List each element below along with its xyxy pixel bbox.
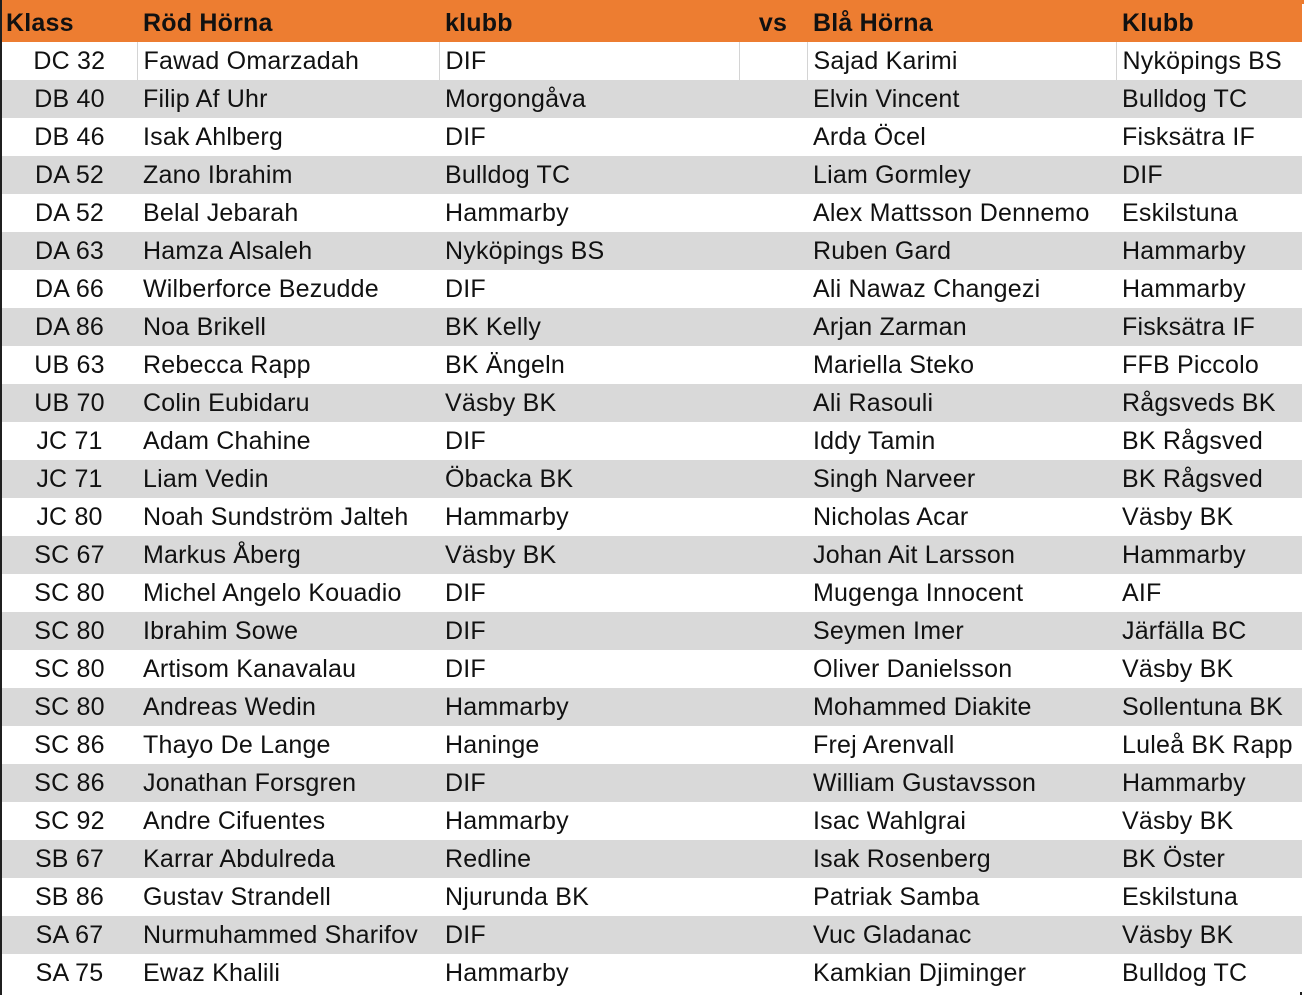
cell-blue-club[interactable]: Nyköpings BS <box>1116 42 1302 80</box>
cell-vs[interactable] <box>739 764 807 802</box>
cell-blue-club[interactable]: DIF <box>1116 156 1302 194</box>
cell-red-fighter[interactable]: Liam Vedin <box>137 460 439 498</box>
cell-red-fighter[interactable]: Isak Ahlberg <box>137 118 439 156</box>
cell-vs[interactable] <box>739 536 807 574</box>
cell-blue-club[interactable]: BK Rågsved <box>1116 460 1302 498</box>
cell-vs[interactable] <box>739 118 807 156</box>
cell-red-club[interactable]: Njurunda BK <box>439 878 739 916</box>
cell-blue-fighter[interactable]: Mohammed Diakite <box>807 688 1116 726</box>
table-row <box>2 308 1302 346</box>
cell-vs[interactable] <box>739 460 807 498</box>
cell-vs[interactable] <box>739 954 807 992</box>
cell-red-club[interactable]: DIF <box>439 118 739 156</box>
cell-blue-fighter[interactable]: Frej Arenvall <box>807 726 1116 764</box>
header-klubb-blue[interactable]: Klubb <box>1116 4 1302 42</box>
table-row <box>2 270 1302 308</box>
table-row <box>2 954 1302 992</box>
cell-vs[interactable] <box>739 422 807 460</box>
cell-klass[interactable]: DA 52 <box>2 194 137 232</box>
cell-red-fighter[interactable]: Colin Eubidaru <box>137 384 439 422</box>
cell-red-club[interactable]: Hammarby <box>439 688 739 726</box>
cell-blue-fighter[interactable]: Ruben Gard <box>807 232 1116 270</box>
cell-klass[interactable]: SC 80 <box>2 650 137 688</box>
cell-blue-club[interactable]: BK Öster <box>1116 840 1302 878</box>
table-row <box>2 802 1302 840</box>
cell-red-club[interactable]: Hammarby <box>439 498 739 536</box>
cell-blue-fighter[interactable]: Alex Mattsson Dennemo <box>807 194 1116 232</box>
cell-klass[interactable]: DA 63 <box>2 232 137 270</box>
cell-blue-club[interactable]: Väsby BK <box>1116 650 1302 688</box>
cell-blue-club[interactable]: Hammarby <box>1116 764 1302 802</box>
cell-blue-fighter[interactable]: Iddy Tamin <box>807 422 1116 460</box>
cell-blue-fighter[interactable]: Ali Rasouli <box>807 384 1116 422</box>
table-row <box>2 536 1302 574</box>
cell-vs[interactable] <box>739 688 807 726</box>
table-row <box>2 194 1302 232</box>
cell-klass[interactable]: UB 63 <box>2 346 137 384</box>
cell-blue-club[interactable]: Väsby BK <box>1116 916 1302 954</box>
cell-vs[interactable] <box>739 384 807 422</box>
cell-red-club[interactable]: DIF <box>439 764 739 802</box>
table-row <box>2 80 1302 118</box>
cell-klass[interactable]: SC 92 <box>2 802 137 840</box>
cell-blue-club[interactable]: Hammarby <box>1116 270 1302 308</box>
cell-vs[interactable] <box>739 840 807 878</box>
cell-vs[interactable] <box>739 878 807 916</box>
cell-vs[interactable] <box>739 80 807 118</box>
table-row <box>2 232 1302 270</box>
cell-red-fighter[interactable]: Jonathan Forsgren <box>137 764 439 802</box>
cell-blue-club[interactable]: Bulldog TC <box>1116 80 1302 118</box>
table-row <box>2 42 1302 80</box>
cell-vs[interactable] <box>739 726 807 764</box>
table-row <box>2 498 1302 536</box>
cell-vs[interactable] <box>739 308 807 346</box>
cell-red-club[interactable]: DIF <box>439 574 739 612</box>
cell-blue-fighter[interactable]: Sajad Karimi <box>807 42 1116 80</box>
cell-blue-club[interactable]: Eskilstuna <box>1116 194 1302 232</box>
cell-red-fighter[interactable]: Andreas Wedin <box>137 688 439 726</box>
cell-vs[interactable] <box>739 650 807 688</box>
cell-blue-fighter[interactable]: Isac Wahlgrai <box>807 802 1116 840</box>
cell-vs[interactable] <box>739 232 807 270</box>
cell-blue-club[interactable]: Sollentuna BK <box>1116 688 1302 726</box>
cell-red-fighter[interactable]: Wilberforce Bezudde <box>137 270 439 308</box>
cell-blue-fighter[interactable]: Arjan Zarman <box>807 308 1116 346</box>
table-row <box>2 460 1302 498</box>
cell-klass[interactable]: SB 67 <box>2 840 137 878</box>
cell-red-fighter[interactable]: Noa Brikell <box>137 308 439 346</box>
cell-klass[interactable]: SB 86 <box>2 878 137 916</box>
cell-red-fighter[interactable]: Rebecca Rapp <box>137 346 439 384</box>
cell-red-club[interactable]: BK Kelly <box>439 308 739 346</box>
cell-blue-club[interactable]: Luleå BK Rapp <box>1116 726 1302 764</box>
cell-blue-fighter[interactable]: Patriak Samba <box>807 878 1116 916</box>
cell-blue-club[interactable]: BK Rågsved <box>1116 422 1302 460</box>
cell-red-club[interactable]: DIF <box>439 422 739 460</box>
table-row <box>2 574 1302 612</box>
cell-blue-fighter[interactable]: Mariella Steko <box>807 346 1116 384</box>
cell-blue-club[interactable]: Väsby BK <box>1116 498 1302 536</box>
cell-klass[interactable]: SC 80 <box>2 574 137 612</box>
cell-blue-club[interactable]: Hammarby <box>1116 536 1302 574</box>
cell-red-fighter[interactable]: Zano Ibrahim <box>137 156 439 194</box>
cell-klass[interactable]: DA 86 <box>2 308 137 346</box>
cell-vs[interactable] <box>739 498 807 536</box>
table-row <box>2 650 1302 688</box>
header-rod-horna[interactable]: Röd Hörna <box>137 4 439 42</box>
cell-red-club[interactable]: DIF <box>439 650 739 688</box>
cell-blue-club[interactable]: Eskilstuna <box>1116 878 1302 916</box>
cell-blue-club[interactable]: Fisksätra IF <box>1116 118 1302 156</box>
cell-blue-fighter[interactable]: Oliver Danielsson <box>807 650 1116 688</box>
cell-klass[interactable]: DA 52 <box>2 156 137 194</box>
cell-red-fighter[interactable]: Markus Åberg <box>137 536 439 574</box>
cell-blue-club[interactable]: Järfälla BC <box>1116 612 1302 650</box>
cell-blue-fighter[interactable]: Elvin Vincent <box>807 80 1116 118</box>
cell-red-fighter[interactable]: Artisom Kanavalau <box>137 650 439 688</box>
cell-red-fighter[interactable]: Karrar Abdulreda <box>137 840 439 878</box>
table-row <box>2 764 1302 802</box>
cell-klass[interactable]: DB 40 <box>2 80 137 118</box>
cell-vs[interactable] <box>739 156 807 194</box>
cell-blue-fighter[interactable]: Ali Nawaz Changezi <box>807 270 1116 308</box>
cell-red-club[interactable]: Redline <box>439 840 739 878</box>
table-row <box>2 422 1302 460</box>
cell-blue-fighter[interactable]: Seymen Imer <box>807 612 1116 650</box>
cell-klass[interactable]: JC 80 <box>2 498 137 536</box>
cell-klass[interactable]: JC 71 <box>2 422 137 460</box>
cell-klass[interactable]: JC 71 <box>2 460 137 498</box>
cell-red-club[interactable]: Hammarby <box>439 954 739 992</box>
cell-blue-fighter[interactable]: Liam Gormley <box>807 156 1116 194</box>
cell-blue-club[interactable]: Hammarby <box>1116 232 1302 270</box>
cell-red-fighter[interactable]: Noah Sundström Jalteh <box>137 498 439 536</box>
cell-vs[interactable] <box>739 802 807 840</box>
cell-klass[interactable]: SC 86 <box>2 726 137 764</box>
header-klubb-red[interactable]: klubb <box>439 4 739 42</box>
cell-blue-fighter[interactable]: Johan Ait Larsson <box>807 536 1116 574</box>
cell-red-club[interactable]: DIF <box>439 916 739 954</box>
cell-red-club[interactable]: Väsby BK <box>439 536 739 574</box>
cell-red-club[interactable]: BK Ängeln <box>439 346 739 384</box>
cell-red-fighter[interactable]: Michel Angelo Kouadio <box>137 574 439 612</box>
cell-vs[interactable] <box>739 612 807 650</box>
cell-red-fighter[interactable]: Fawad Omarzadah <box>137 42 439 80</box>
cell-red-fighter[interactable]: Ibrahim Sowe <box>137 612 439 650</box>
cell-blue-club[interactable]: Bulldog TC <box>1116 954 1302 992</box>
cell-blue-club[interactable]: Väsby BK <box>1116 802 1302 840</box>
cell-blue-club[interactable]: Rågsveds BK <box>1116 384 1302 422</box>
cell-red-club[interactable]: Bulldog TC <box>439 156 739 194</box>
table-row <box>2 346 1302 384</box>
cell-blue-fighter[interactable]: Arda Öcel <box>807 118 1116 156</box>
header-klass[interactable]: Klass <box>2 4 137 42</box>
cell-blue-fighter[interactable]: Vuc Gladanac <box>807 916 1116 954</box>
cell-klass[interactable]: SC 86 <box>2 764 137 802</box>
cell-klass[interactable]: DB 46 <box>2 118 137 156</box>
table-row <box>2 878 1302 916</box>
cell-klass[interactable]: SC 67 <box>2 536 137 574</box>
table-row <box>2 916 1302 954</box>
cell-klass[interactable]: SC 80 <box>2 612 137 650</box>
cell-red-club[interactable]: DIF <box>439 270 739 308</box>
header-bla-horna[interactable]: Blå Hörna <box>807 4 1116 42</box>
cell-red-fighter[interactable]: Nurmuhammed Sharifov <box>137 916 439 954</box>
cell-red-club[interactable]: DIF <box>439 42 739 80</box>
cell-vs[interactable] <box>739 270 807 308</box>
cell-red-club[interactable]: Väsby BK <box>439 384 739 422</box>
table-row <box>2 840 1302 878</box>
cell-red-fighter[interactable]: Adam Chahine <box>137 422 439 460</box>
match-table <box>2 4 1302 992</box>
header-vs[interactable]: vs <box>739 4 807 42</box>
table-row <box>2 612 1302 650</box>
cell-red-club[interactable]: Haninge <box>439 726 739 764</box>
cell-red-club[interactable]: Hammarby <box>439 802 739 840</box>
cell-vs[interactable] <box>739 346 807 384</box>
cell-red-fighter[interactable]: Gustav Strandell <box>137 878 439 916</box>
cell-vs[interactable] <box>739 194 807 232</box>
cell-vs[interactable] <box>739 574 807 612</box>
cell-klass[interactable]: DA 66 <box>2 270 137 308</box>
cell-klass[interactable]: SA 67 <box>2 916 137 954</box>
cell-blue-fighter[interactable]: Mugenga Innocent <box>807 574 1116 612</box>
cell-blue-fighter[interactable]: Nicholas Acar <box>807 498 1116 536</box>
cell-red-club[interactable]: Morgongåva <box>439 80 739 118</box>
cell-red-club[interactable]: DIF <box>439 612 739 650</box>
table-row <box>2 156 1302 194</box>
cell-vs[interactable] <box>739 42 807 80</box>
cell-blue-fighter[interactable]: Kamkian Djiminger <box>807 954 1116 992</box>
cell-vs[interactable] <box>739 916 807 954</box>
cell-blue-club[interactable]: Fisksätra IF <box>1116 308 1302 346</box>
table-row <box>2 384 1302 422</box>
cell-klass[interactable]: DC 32 <box>2 42 137 80</box>
header-row <box>2 4 1302 42</box>
cell-red-fighter[interactable]: Thayo De Lange <box>137 726 439 764</box>
cell-blue-fighter[interactable]: William Gustavsson <box>807 764 1116 802</box>
cell-red-fighter[interactable]: Belal Jebarah <box>137 194 439 232</box>
cell-klass[interactable]: UB 70 <box>2 384 137 422</box>
cell-red-club[interactable]: Hammarby <box>439 194 739 232</box>
cell-red-fighter[interactable]: Filip Af Uhr <box>137 80 439 118</box>
cell-blue-fighter[interactable]: Isak Rosenberg <box>807 840 1116 878</box>
cell-red-fighter[interactable]: Ewaz Khalili <box>137 954 439 992</box>
table-row <box>2 688 1302 726</box>
cell-blue-club[interactable]: AIF <box>1116 574 1302 612</box>
cell-klass[interactable]: SC 80 <box>2 688 137 726</box>
cell-klass[interactable]: SA 75 <box>2 954 137 992</box>
cell-red-fighter[interactable]: Hamza Alsaleh <box>137 232 439 270</box>
table-row <box>2 118 1302 156</box>
cell-red-club[interactable]: Öbacka BK <box>439 460 739 498</box>
table-row <box>2 726 1302 764</box>
cell-blue-fighter[interactable]: Singh Narveer <box>807 460 1116 498</box>
cell-red-fighter[interactable]: Andre Cifuentes <box>137 802 439 840</box>
cell-red-club[interactable]: Nyköpings BS <box>439 232 739 270</box>
cell-blue-club[interactable]: FFB Piccolo <box>1116 346 1302 384</box>
